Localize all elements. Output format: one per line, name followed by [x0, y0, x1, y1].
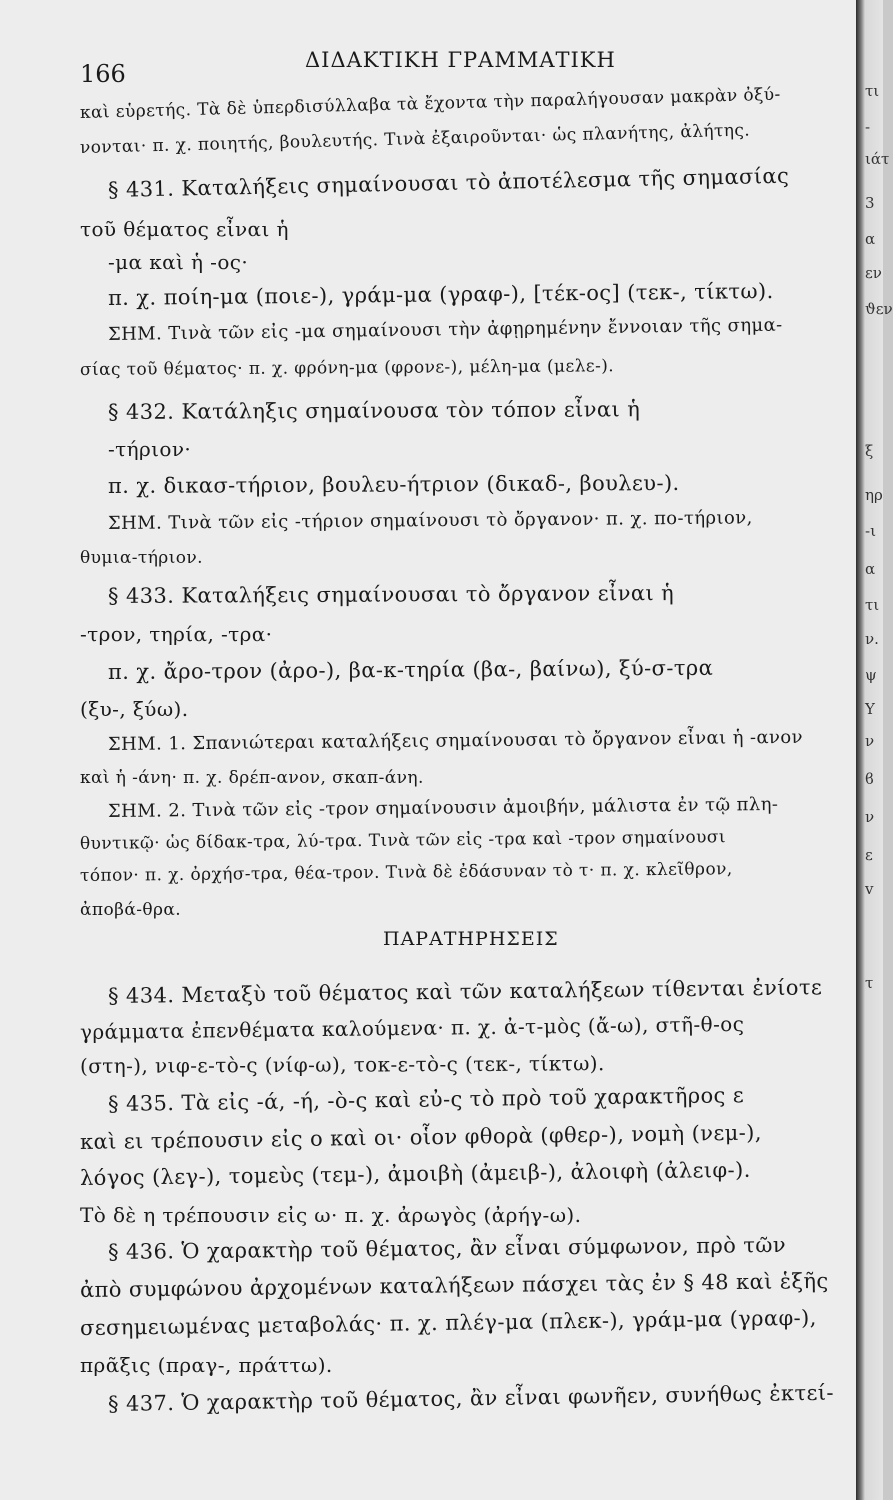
- note-line: θυντικῷ· ὡς δίδακ-τρα, λύ-τρα. Τινὰ τῶν εἰς -τρα καὶ -τρον σημαίνουσι: [79, 827, 727, 854]
- note-line: ΣΗΜ. Τινὰ τῶν εἰς -τήριον σημαίνουσι τὸ ὄργανον· π. χ. πο-τήριον,: [107, 507, 753, 534]
- facing-page-edge: [856, 0, 893, 1500]
- text-line: π. χ. ἄρο-τρον (ἀρο-), βα-κ-τηρία (βα-, βαίνω), ξύ-σ-τρα: [107, 655, 714, 684]
- running-title: ΔΙΔΑΚΤΙΚΗ ΓΡΑΜΜΑΤΙΚΗ: [305, 48, 616, 72]
- section-heading-437: § 437. Ὁ χαρακτὴρ τοῦ θέματος, ἂν εἶναι φωνῆεν, συνήθως ἐκτεί-: [107, 1380, 835, 1416]
- text-line: νονται· π. χ. ποιητής, βουλευτής. Τινὰ ἐξαιροῦνται· ὡς πλανήτης, ἀλήτης.: [79, 120, 751, 158]
- margin-fragment: τ: [865, 974, 874, 992]
- text-line: π. χ. δικασ-τήριον, βουλευ-ήτριον (δικαδ-, βουλευ-).: [107, 471, 680, 498]
- text-line: (στη-), νιφ-ε-τὸ-ς (νίφ-ω), τοκ-ε-τὸ-ς (τεκ-, τίκτω).: [79, 1051, 605, 1078]
- note-line: σίας τοῦ θέματος· π. χ. φρόνη-μα (φρονε-), μέλη-μα (μελε-).: [79, 356, 615, 380]
- margin-fragment: τι: [865, 596, 880, 614]
- text-line: -μα καὶ ἡ -ος·: [108, 250, 249, 274]
- text-line: σεσημειωμένας μεταβολάς· π. χ. πλέγ-μα (πλεκ-), γράμ-μα (γραφ-),: [79, 1305, 817, 1340]
- margin-fragment: ϑεν: [865, 300, 893, 318]
- margin-fragment: ν: [865, 732, 875, 750]
- text-line: Τὸ δὲ η τρέπουσιν εἰς ω· π. χ. ἀρωγὸς (ἀρήγ-ω).: [80, 1203, 582, 1227]
- note-line: καὶ ἡ -άνη· π. χ. δρέπ-ανον, σκαπ-άνη.: [80, 768, 424, 788]
- text-line: (ξυ-, ξύω).: [80, 697, 189, 721]
- margin-fragment: α: [865, 230, 876, 248]
- text-line: καὶ εὑρετής. Τὰ δὲ ὑπερδισύλλαβα τὰ ἔχοντα τὴν παραλήγουσαν μακρὰν ὀξύ-: [79, 84, 781, 123]
- margin-fragment: -ι: [865, 522, 876, 540]
- margin-fragment: ιάτ: [865, 150, 890, 168]
- margin-fragment: α: [865, 560, 876, 578]
- note-line: ΣΗΜ. 1. Σπανιώτεραι καταλήξεις σημαίνουσαι τὸ ὄργανον εἶναι ἡ -ανον: [107, 726, 804, 755]
- note-line: ἀποβά-θρα.: [80, 900, 182, 920]
- section-title-parateriseis: ΠΑΡΑΤΗΡΗΣΕΙΣ: [383, 928, 559, 950]
- text-line: λόγος (λεγ-), τομεὺς (τεμ-), ἀμοιβὴ (ἀμειβ-), ἀλοιφὴ (ἀλειφ-).: [79, 1157, 751, 1190]
- note-line: ΣΗΜ. 2. Τινὰ τῶν εἰς -τρον σημαίνουσιν ἀμοιβήν, μάλιστα ἐν τῷ πλη-: [107, 793, 779, 822]
- margin-fragment: ϐ: [865, 770, 874, 788]
- margin-fragment: ηρ: [865, 486, 883, 504]
- margin-fragment: ξ: [865, 442, 874, 460]
- section-heading-431: § 431. Καταλήξεις σημαίνουσαι τὸ ἀποτέλεσμα τῆς σημασίας: [107, 163, 790, 202]
- text-line: -τήριον·: [108, 437, 192, 461]
- note-line: θυμια-τήριον.: [80, 548, 203, 568]
- margin-fragment: v: [865, 880, 874, 898]
- margin-fragment: ε: [865, 846, 873, 864]
- margin-fragment: τι: [865, 82, 880, 100]
- text-line: πρᾶξις (πραγ-, πράττω).: [80, 1353, 333, 1377]
- page-number: 166: [80, 60, 126, 88]
- margin-fragment: ν.: [865, 630, 879, 648]
- section-heading-433: § 433. Καταλήξεις σημαίνουσαι τὸ ὄργανον εἶναι ἡ: [107, 581, 675, 608]
- note-line: τόπον· π. χ. ὀρχήσ-τρα, θέα-τρον. Τινὰ δὲ ἐδάσυναν τὸ τ· π. χ. κλεῖθρον,: [79, 859, 733, 886]
- section-heading-434: § 434. Μεταξὺ τοῦ θέματος καὶ τῶν καταλήξεων τίθενται ἐνίοτε: [107, 975, 823, 1008]
- section-heading-436: § 436. Ὁ χαρακτὴρ τοῦ θέματος, ἂν εἶναι σύμφωνον, πρὸ τῶν: [107, 1232, 787, 1264]
- margin-fragment: ν: [865, 808, 875, 826]
- text-line: π. χ. ποίη-μα (ποιε-), γράμ-μα (γραφ-), [τέκ-ος] (τεκ-, τίκτω).: [107, 279, 774, 310]
- text-line: τοῦ θέματος εἶναι ἡ: [80, 217, 289, 241]
- text-line: ἀπὸ συμφώνου ἀρχομένων καταλήξεων πάσχει τὰς ἐν § 48 καὶ ἑξῆς: [79, 1268, 829, 1302]
- margin-fragment: Υ: [865, 700, 875, 718]
- margin-fragment: εν: [865, 264, 882, 282]
- text-line: καὶ ει τρέπουσιν εἰς ο καὶ οι· οἷον φθορὰ (φθερ-), νομὴ (νεμ-),: [79, 1120, 763, 1154]
- text-line: γράμματα ἐπενθέματα καλούμενα· π. χ. ἀ-τ-μὸς (ἄ-ω), στῆ-θ-ος: [79, 1011, 745, 1044]
- text-line: -τρον, τηρία, -τρα·: [80, 622, 273, 646]
- note-line: ΣΗΜ. Τινὰ τῶν εἰς -μα σημαίνουσι τὴν ἀφῃρημένην ἔννοιαν τῆς σημα-: [107, 314, 783, 345]
- section-heading-432: § 432. Κατάληξις σημαίνουσα τὸν τόπον εἶναι ἡ: [107, 397, 641, 424]
- margin-fragment: ψ: [865, 666, 877, 684]
- section-heading-435: § 435. Τὰ εἰς -ά, -ή, -ὸ-ς καὶ εὐ-ς τὸ πρὸ τοῦ χαρακτῆρος ε: [107, 1083, 745, 1116]
- margin-fragment: -: [865, 118, 871, 136]
- margin-fragment: 3: [865, 194, 875, 212]
